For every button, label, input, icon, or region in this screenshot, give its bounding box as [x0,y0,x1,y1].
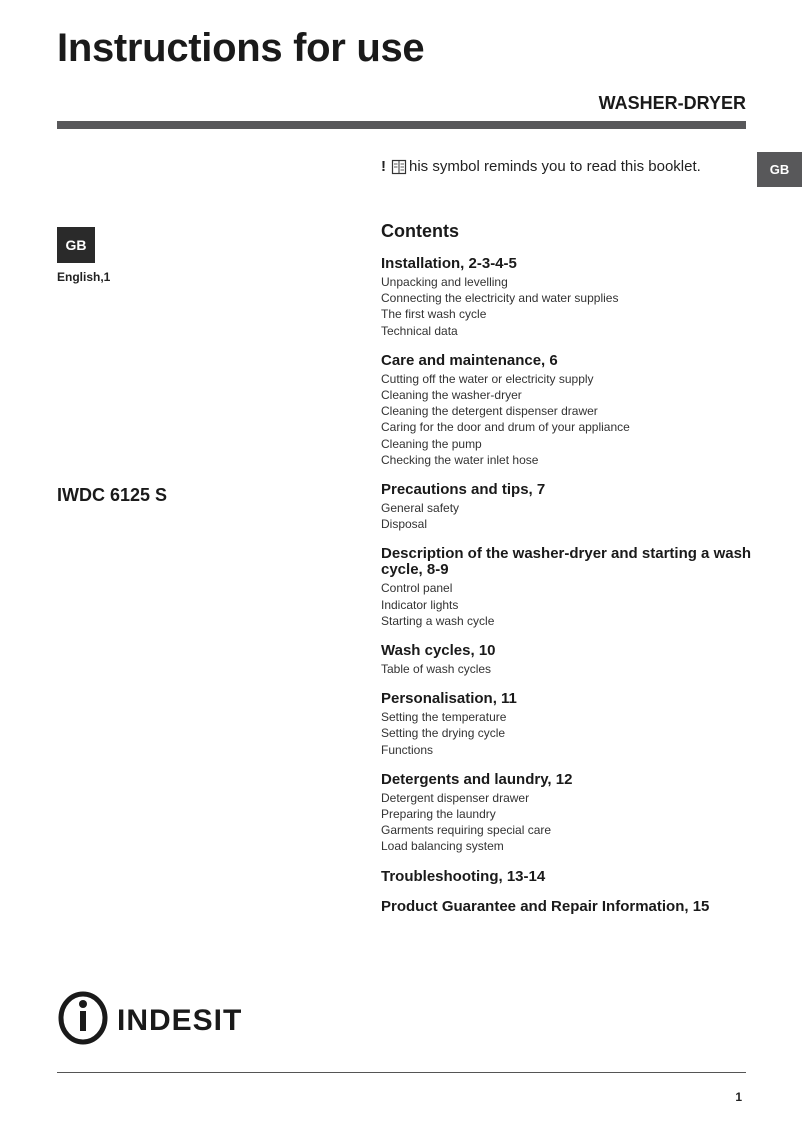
toc-item: The first wash cycle [381,307,487,322]
language-side-tab [757,152,802,187]
page-number: 1 [735,1090,742,1104]
toc-item: Connecting the electricity and water supplies [381,291,619,306]
toc-item: Indicator lights [381,597,459,612]
toc-section-title: Personalisation, 11 [381,690,517,708]
toc-item: Unpacking and levelling [381,275,508,289]
indesit-logo-icon [57,990,257,1046]
toc-item: Cutting off the water or electricity supply [381,371,594,386]
toc-section [381,546,766,629]
toc-section [381,256,766,339]
toc-item: Detergent dispenser drawer [381,790,530,805]
toc-section [381,643,766,677]
toc-item: Table of wash cycles [381,662,492,677]
contents-heading: Contents [381,221,459,241]
toc-item: Functions [381,742,434,757]
header-divider [57,121,746,129]
booklet-notice [381,158,701,175]
product-type: WASHER-DRYER [598,93,746,113]
page-title: Instructions for use [57,26,425,70]
toc-item: General safety [381,501,460,516]
language-label: English,1 [57,270,111,284]
brand-name: INDESIT [117,1004,243,1037]
toc-section [381,772,766,855]
toc-item: Load balancing system [381,839,504,854]
toc-section [381,899,766,915]
toc-section [381,691,766,758]
toc-item: Checking the water inlet hose [381,452,539,467]
toc-item: Starting a wash cycle [381,613,495,628]
toc-section-title: Wash cycles, 10 [381,642,496,660]
toc-item: Setting the temperature [381,710,507,725]
toc-section [381,482,766,532]
side-tab-label: GB [769,162,790,177]
toc-item: Disposal [381,517,428,532]
footer-divider [57,1072,746,1073]
toc-section-title: Troubleshooting, 13-14 [381,867,546,885]
toc-section [381,353,766,468]
table-of-contents [381,256,766,929]
toc-section-title: Installation, 2-3-4-5 [381,255,517,272]
toc-item: Cleaning the washer-dryer [381,388,522,403]
toc-section-title: Detergents and laundry, 12 [381,770,573,788]
toc-item: Preparing the laundry [381,807,496,822]
language-badge [57,227,95,263]
toc-item: Cleaning the pump [381,436,482,451]
booklet-notice-text: his symbol reminds you to read this booklet. [409,158,701,175]
toc-section-title: Product Guarantee and Repair Information, 15 [381,897,710,915]
toc-item: Garments requiring special care [381,823,552,838]
toc-section-title: Care and maintenance, 6 [381,351,558,369]
toc-item: Setting the drying cycle [381,726,506,741]
toc-section-title: Precautions and tips, 7 [381,481,546,499]
toc-item: Cleaning the detergent dispenser drawer [381,404,598,419]
booklet-icon [391,159,407,175]
toc-item: Control panel [381,581,453,596]
warning-mark: ! [381,158,386,175]
model-number: IWDC 6125 S [57,485,168,505]
language-badge-label: GB [65,237,87,253]
toc-item: Caring for the door and drum of your appliance [381,420,630,435]
toc-section [381,869,766,885]
toc-section-title: Description of the washer-dryer and starting a wash cycle, 8-9 [381,545,752,579]
toc-item: Technical data [381,323,458,338]
